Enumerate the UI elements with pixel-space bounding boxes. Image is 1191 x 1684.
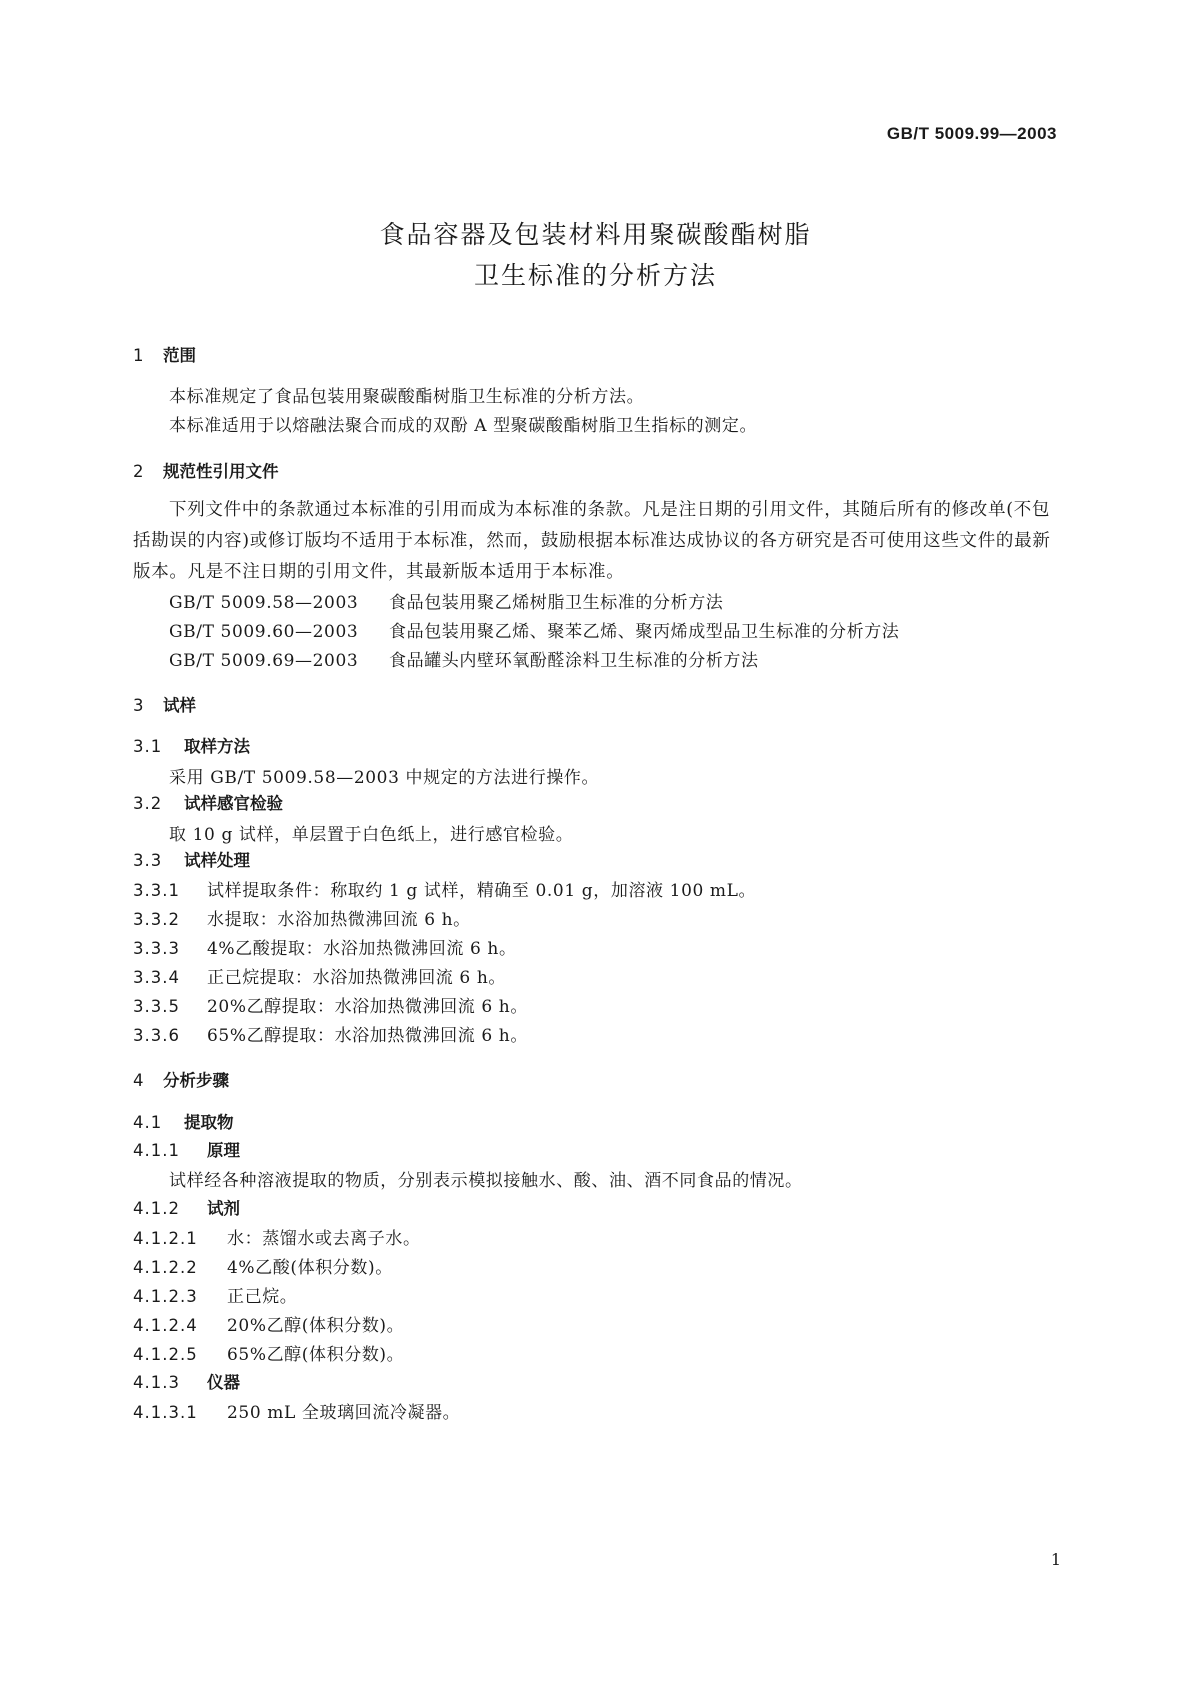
reference-title: 食品包装用聚乙烯树脂卫生标准的分析方法 <box>389 593 724 613</box>
list-item <box>133 1282 297 1307</box>
item-number: 3.3.1 <box>133 881 180 900</box>
item-text: 水：蒸馏水或去离子水。 <box>227 1229 421 1249</box>
section-3-heading <box>133 692 196 716</box>
reference-code: GB/T 5009.58—2003 <box>169 593 359 613</box>
item-number: 3.3.3 <box>133 939 180 958</box>
item-number: 4.1.2.5 <box>133 1345 198 1364</box>
reference-code: GB/T 5009.69—2003 <box>169 651 359 671</box>
subsection-title: 提取物 <box>184 1113 234 1132</box>
item-text: 65%乙醇提取：水浴加热微沸回流 6 h。 <box>207 1026 528 1046</box>
standard-code: GB/T 5009.99—2003 <box>886 124 1057 143</box>
subsection-3-1-text: 采用 GB/T 5009.58—2003 中规定的方法进行操作。 <box>169 768 600 788</box>
list-item <box>133 1311 404 1336</box>
list-item <box>133 1224 421 1249</box>
subsection-3-3-heading <box>133 847 250 871</box>
section-2-paragraph: 下列文件中的条款通过本标准的引用而成为本标准的条款。凡是注日期的引用文件，其随后所有的修改单(不包括勘误的内容)或修订版均不适用于本标准，然而，鼓励根据本标准达成协议的各方研究是否可使用这些文件的最新版本。凡是不注日期的引用文件，其最新版本适用于本标准。 <box>133 500 1051 582</box>
list-item <box>133 963 506 988</box>
section-number: 2 <box>133 462 144 481</box>
subsection-title: 试样感官检验 <box>184 794 283 813</box>
section-title: 规范性引用文件 <box>163 462 279 481</box>
reference-title: 食品包装用聚乙烯、聚苯乙烯、聚丙烯成型品卫生标准的分析方法 <box>389 622 900 642</box>
subsection-title: 原理 <box>207 1141 240 1160</box>
subsection-number: 4.1.3 <box>133 1373 180 1392</box>
subsection-number: 4.1.1 <box>133 1141 180 1160</box>
item-number: 4.1.2.3 <box>133 1287 198 1306</box>
reference-item <box>169 646 759 671</box>
section-1-heading <box>133 342 196 366</box>
item-text: 20%乙醇提取：水浴加热微沸回流 6 h。 <box>207 997 528 1017</box>
subsection-3-1-heading <box>133 733 250 757</box>
subsection-4-1-heading <box>133 1109 234 1133</box>
reference-item <box>169 617 899 642</box>
page-number: 1 <box>1050 1550 1061 1569</box>
list-item <box>133 876 756 901</box>
list-item <box>133 992 528 1017</box>
section-title: 范围 <box>163 346 196 365</box>
list-item <box>133 1253 393 1278</box>
item-text: 4%乙酸提取：水浴加热微沸回流 6 h。 <box>207 939 517 959</box>
list-item <box>133 1340 404 1365</box>
subsection-3-2-text: 取 10 g 试样，单层置于白色纸上，进行感官检验。 <box>169 825 574 845</box>
subsection-number: 4.1.2 <box>133 1199 180 1218</box>
section-number: 1 <box>133 346 144 365</box>
list-item <box>133 1398 460 1423</box>
subsection-title: 试样处理 <box>184 851 250 870</box>
page-title-line-2: 卫生标准的分析方法 <box>473 261 717 290</box>
section-1-paragraph-2: 本标准适用于以熔融法聚合而成的双酚 A 型聚碳酸酯树脂卫生指标的测定。 <box>169 416 758 436</box>
item-text: 试样提取条件：称取约 1 g 试样，精确至 0.01 g，加溶液 100 mL。 <box>207 881 757 901</box>
reference-title: 食品罐头内壁环氧酚醛涂料卫生标准的分析方法 <box>389 651 759 671</box>
subsection-3-2-heading <box>133 790 283 814</box>
reference-code: GB/T 5009.60—2003 <box>169 622 359 642</box>
subsection-title: 试剂 <box>207 1199 240 1218</box>
section-title: 试样 <box>163 696 196 715</box>
subsection-title: 取样方法 <box>184 737 250 756</box>
section-number: 4 <box>133 1071 144 1090</box>
section-title: 分析步骤 <box>163 1071 229 1090</box>
item-number: 3.3.4 <box>133 968 180 987</box>
item-number: 4.1.2.4 <box>133 1316 198 1335</box>
item-text: 65%乙醇(体积分数)。 <box>227 1345 405 1365</box>
item-text: 20%乙醇(体积分数)。 <box>227 1316 405 1336</box>
item-number: 4.1.3.1 <box>133 1403 198 1422</box>
item-text: 正己烷。 <box>227 1287 298 1307</box>
list-item <box>133 905 471 930</box>
item-number: 4.1.2.2 <box>133 1258 198 1277</box>
item-number: 4.1.2.1 <box>133 1229 198 1248</box>
subsection-number: 3.2 <box>133 794 163 813</box>
item-text: 水提取：水浴加热微沸回流 6 h。 <box>207 910 471 930</box>
list-item <box>133 1021 528 1046</box>
subsection-4-1-3-heading <box>133 1369 240 1393</box>
reference-item <box>169 588 723 613</box>
item-number: 3.3.2 <box>133 910 180 929</box>
item-text: 正己烷提取：水浴加热微沸回流 6 h。 <box>207 968 506 988</box>
item-number: 3.3.5 <box>133 997 180 1016</box>
section-4-heading <box>133 1067 229 1091</box>
item-text: 4%乙酸(体积分数)。 <box>227 1258 393 1278</box>
subsection-4-1-1-text: 试样经各种溶液提取的物质，分别表示模拟接触水、酸、油、酒不同食品的情况。 <box>169 1171 803 1191</box>
section-2-heading <box>133 458 279 482</box>
list-item <box>133 934 517 959</box>
subsection-4-1-1-heading <box>133 1137 240 1161</box>
subsection-4-1-2-heading <box>133 1195 240 1219</box>
subsection-number: 3.3 <box>133 851 163 870</box>
section-1-paragraph-1: 本标准规定了食品包装用聚碳酸酯树脂卫生标准的分析方法。 <box>169 387 645 407</box>
subsection-number: 3.1 <box>133 737 163 756</box>
subsection-number: 4.1 <box>133 1113 163 1132</box>
section-number: 3 <box>133 696 144 715</box>
page-title-line-1: 食品容器及包装材料用聚碳酸酯树脂 <box>379 220 812 249</box>
item-text: 250 mL 全玻璃回流冷凝器。 <box>227 1403 461 1423</box>
subsection-title: 仪器 <box>207 1373 240 1392</box>
item-number: 3.3.6 <box>133 1026 180 1045</box>
